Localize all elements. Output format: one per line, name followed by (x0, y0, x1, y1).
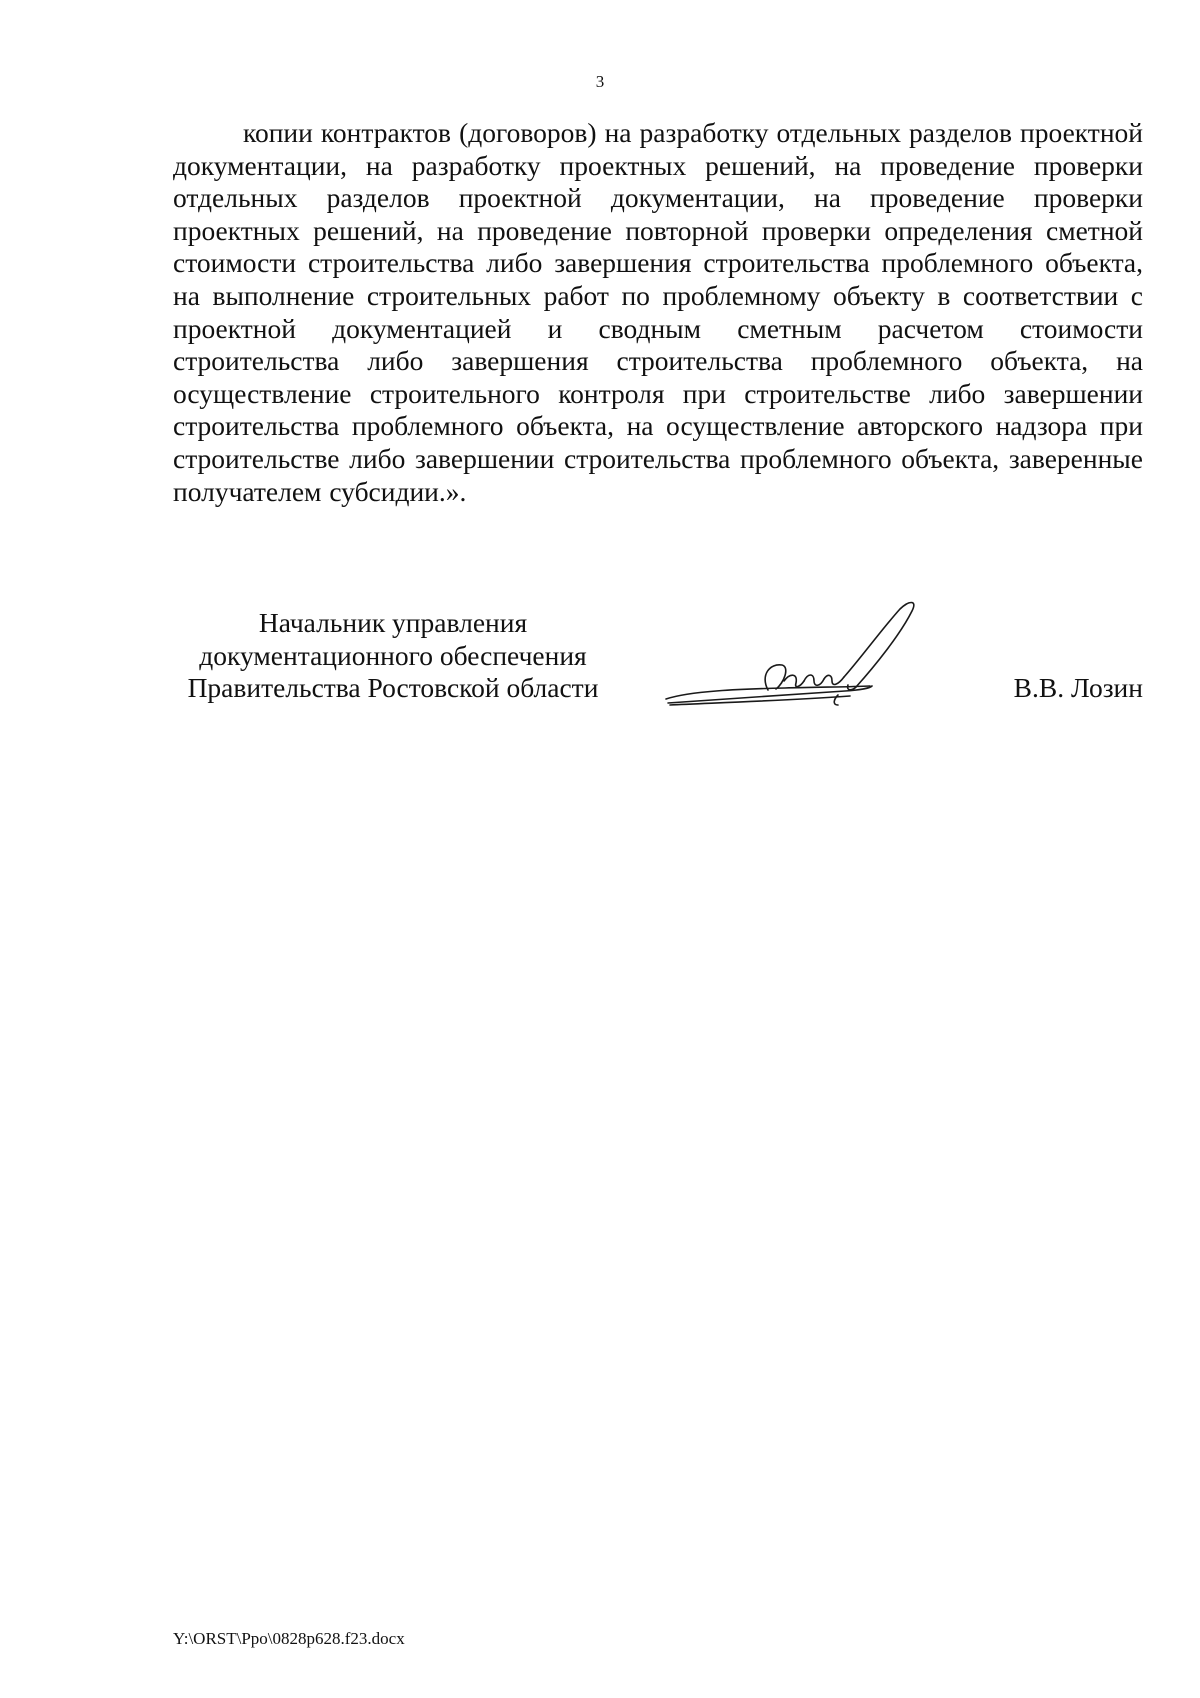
signatory-position-line-1: Начальник управления (258, 607, 528, 638)
signatory-position-line-3: Правительства Ростовской области (187, 672, 599, 703)
signatory-position-line-2: документационного обеспечения (199, 639, 587, 671)
body-paragraph: копии контрактов (договоров) на разработку отдельных разделов проектной документации, на разработку проектных решений, на проведение проверки отдельных разделов проектной документации, на проведение проверки проектных решений, на проведение повторной проверки определения сметной стоимости строительства либо завершения строительства проблемного объекта, на выполнение строительных работ по проблемному объекту в соответствии с проектной документацией и сводным сметным расчетом стоимости строительства либо завершения строительства проблемного объекта, на осуществление строительного контроля при строительстве либо завершении строительства проблемного объекта, на осуществление авторского надзора при строительстве либо завершении строительства проблемного объекта, заверенные получателем субсидии.». (173, 117, 1143, 507)
signatory-position (173, 607, 613, 705)
document-file-path: Y:\ORST\Ppo\0828p628.f23.docx (173, 1629, 405, 1648)
page-number: 3 (595, 72, 605, 91)
signatory-name: В.В. Лозин (1013, 672, 1143, 703)
handwritten-signature (660, 595, 950, 715)
